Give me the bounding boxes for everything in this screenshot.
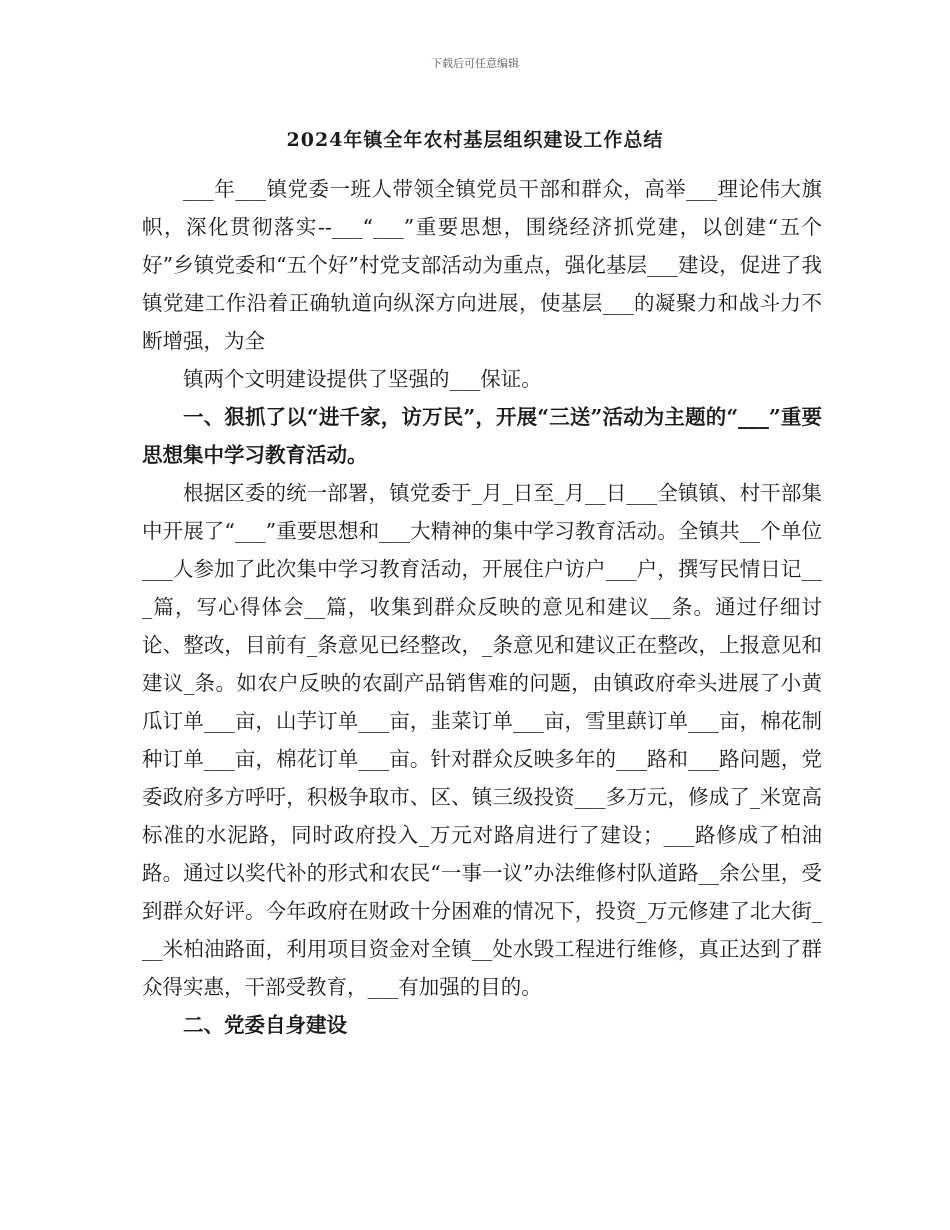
document-title: 2024年镇全年农村基层组织建设工作总结 <box>286 129 664 151</box>
intro-continuation: 镇两个文明建设提供了坚强的___保证。 <box>183 367 542 391</box>
document-body <box>142 170 822 1044</box>
intro-paragraph: ___年___镇党委一班人带领全镇党员干部和群众，高举___理论伟大旗帜，深化贯彻落实--___“___”重要思想，围绕经济抓党建，以创建“五个好”乡镇党委和“五个好”村党支部活动为重点，强化基层___建设，促进了我镇党建工作沿着正确轨道向纵深方向进展，使基层___的凝聚力和战斗力不断增强，为全 <box>142 177 822 353</box>
section-2-heading: 二、党委自身建设 <box>183 1013 347 1037</box>
section-1-heading: 一、狠抓了以“进千家，访万民”，开展“三送”活动为主题的“___”重要思想集中学习教育活动。 <box>142 405 822 467</box>
header-note: 下载后可任意编辑 <box>431 57 519 70</box>
section-1-body: 根据区委的统一部署，镇党委于_月_日至_月__日___全镇镇、村干部集中开展了“___”重要思想和___大精神的集中学习教育活动。全镇共__个单位___人参加了此次集中学习教育活动，开展住户访户___户，撰写民情日记___篇，写心得体会__篇，收集到群众反映的意见和建议__条。通过仔细讨论、整改，目前有_条意见已经整改，_条意见和建议正在整改，上报意见和建议_条。如农户反映的农副产品销售难的问题，由镇政府牵头进展了小黄瓜订单___亩，山芋订单___亩，韭菜订单___亩，雪里蕻订单___亩，棉花制种订单___亩，棉花订单___亩。针对群众反映多年的___路和___路问题，党委政府多方呼吁，积极争取市、区、镇三级投资___多万元，修成了_米宽高标准的水泥路，同时政府投入_万元对路肩进行了建设；___路修成了柏油路。通过以奖代补的形式和农民“一事一议”办法维修村队道路__余公里，受到群众好评。今年政府在财政十分困难的情况下，投资_万元修建了北大街___米柏油路面，利用项目资金对全镇__处水毁工程进行维修，真正达到了群众得实惠，干部受教育，___有加强的目的。 <box>142 481 822 999</box>
